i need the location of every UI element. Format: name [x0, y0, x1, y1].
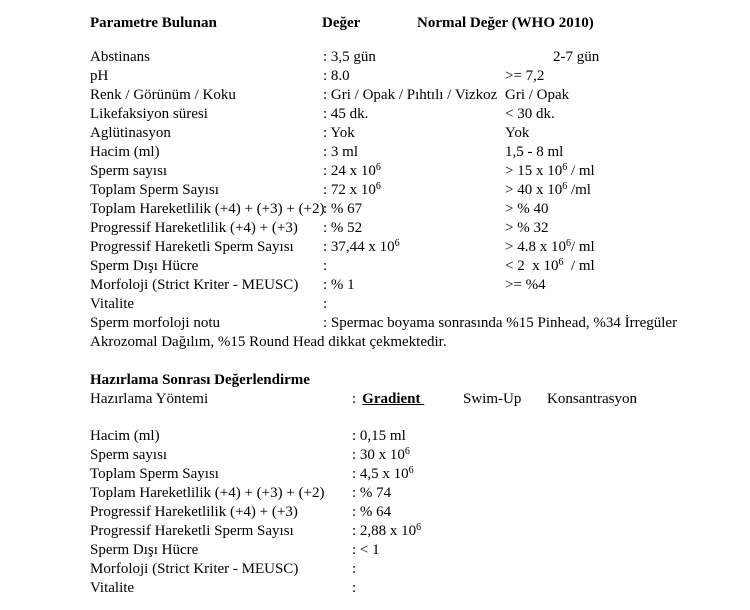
preparation-method-row [90, 390, 750, 409]
table-row [90, 143, 750, 162]
parameter-value [323, 276, 355, 295]
normal-exponent: 6 [562, 162, 568, 173]
value-exponent: 6 [404, 446, 410, 457]
table-row [90, 48, 750, 67]
normal-text: 2-7 gün [553, 49, 600, 65]
parameter-value [352, 541, 380, 560]
parameter-value [323, 219, 362, 238]
table-row [90, 541, 750, 560]
parameter-label: Abstinans [90, 49, 150, 65]
parameter-label: Sperm morfoloji notu [90, 315, 220, 331]
parameter-label: Progressif Hareketli Sperm Sayısı [90, 523, 294, 539]
value-text: : % 64 [352, 504, 392, 520]
table-row [90, 124, 750, 143]
table-row [90, 105, 750, 124]
parameter-label: Sperm sayısı [90, 447, 168, 463]
parameter-value [352, 465, 414, 484]
normal-value [505, 200, 548, 219]
parameter-label: Hacim (ml) [90, 144, 160, 160]
parameter-label: Renk / Görünüm / Koku [90, 87, 236, 103]
parameter-value [352, 427, 406, 446]
table-row [90, 86, 750, 105]
parameter-value [323, 48, 376, 67]
normal-text: 1,5 - 8 ml [505, 144, 564, 160]
normal-value [505, 181, 591, 200]
normal-value [505, 276, 546, 295]
table-row [90, 579, 750, 598]
table-row [90, 257, 750, 276]
normal-value [505, 238, 595, 257]
value-text: : 0,15 ml [352, 428, 406, 444]
table-row [90, 200, 750, 219]
parameter-label: Progressif Hareketlilik (+4) + (+3) [90, 220, 298, 236]
column-header-normal: Normal Değer (WHO 2010) [417, 15, 594, 31]
parameter-value [323, 200, 362, 219]
normal-exponent: 6 [565, 238, 571, 249]
normal-text: > 4.8 x 10 [505, 239, 566, 255]
method-selected-gradient: Gradient [362, 391, 421, 407]
parameter-label: Likefaksiyon süresi [90, 106, 208, 122]
value-exponent: 6 [375, 181, 381, 192]
normal-text: >= %4 [505, 277, 546, 293]
normal-unit: / ml [570, 239, 595, 255]
normal-text: < 30 dk. [505, 106, 555, 122]
normal-text: Yok [505, 125, 530, 141]
parameter-value [323, 257, 327, 276]
column-header-value: Değer [322, 15, 361, 31]
value-text: : 45 dk. [323, 106, 369, 122]
normal-value [505, 105, 555, 124]
value-exponent: 6 [375, 162, 381, 173]
table-row [90, 427, 750, 446]
normal-exponent: 6 [562, 181, 568, 192]
column-header-parameter: Parametre Bulunan [90, 15, 217, 31]
table-row [90, 67, 750, 86]
parameter-value [323, 67, 350, 86]
value-text: : % 67 [323, 201, 363, 217]
table-row [90, 484, 750, 503]
value-exponent: 6 [416, 522, 422, 533]
pre-wash-results-table [90, 48, 750, 333]
table-row [90, 465, 750, 484]
parameter-label: Progressif Hareketlilik (+4) + (+3) [90, 504, 298, 520]
normal-text: > 15 x 10 [505, 163, 563, 179]
parameter-value [323, 162, 381, 181]
parameter-value [323, 295, 327, 314]
value-text: : < 1 [352, 542, 380, 558]
parameter-value [323, 181, 381, 200]
value-text: : 2,88 x 10 [352, 523, 417, 539]
normal-value [505, 143, 563, 162]
parameter-value [352, 484, 391, 503]
value-text: : Spermac boyama sonrasında %15 Pinhead, %34 İrregüler [323, 315, 678, 331]
value-text: : [323, 296, 328, 312]
table-row [90, 219, 750, 238]
method-option-swim-up: Swim-Up [463, 391, 522, 407]
parameter-label: Sperm Dışı Hücre [90, 258, 199, 274]
parameter-label: Toplam Hareketlilik (+4) + (+3) + (+2) [90, 485, 325, 501]
parameter-value [352, 446, 410, 465]
value-text: : [352, 561, 357, 577]
normal-value [505, 86, 569, 105]
table-row [90, 560, 750, 579]
value-text: : Gri / Opak / Pıhtılı / Vizkoz [323, 87, 498, 103]
table-row [90, 181, 750, 200]
normal-unit: / ml [563, 258, 595, 274]
parameter-label: Morfoloji (Strict Kriter - MEUSC) [90, 561, 299, 577]
normal-exponent: 6 [558, 257, 564, 268]
value-text: : 8.0 [323, 68, 350, 84]
parameter-label: Toplam Sperm Sayısı [90, 466, 219, 482]
parameter-value [323, 143, 358, 162]
parameter-label: Sperm sayısı [90, 163, 168, 179]
normal-value [505, 257, 595, 276]
normal-text: Gri / Opak [505, 87, 570, 103]
table-row [90, 446, 750, 465]
value-text: : [323, 258, 328, 274]
value-text: : 30 x 10 [352, 447, 405, 463]
parameter-label: Morfoloji (Strict Kriter - MEUSC) [90, 277, 299, 293]
parameter-label: pH [90, 68, 109, 84]
parameter-value [352, 579, 356, 598]
value-text: : [352, 580, 357, 596]
parameter-value [352, 503, 391, 522]
normal-text: > % 40 [505, 201, 549, 217]
normal-value [505, 162, 595, 181]
table-row [90, 276, 750, 295]
value-exponent: 6 [394, 238, 400, 249]
value-text: : 4,5 x 10 [352, 466, 409, 482]
table-row [90, 522, 750, 541]
parameter-label: Toplam Sperm Sayısı [90, 182, 219, 198]
preparation-method-value [352, 390, 424, 409]
normal-value [505, 67, 544, 86]
value-text: : 24 x 10 [323, 163, 376, 179]
value-text: : 3,5 gün [323, 49, 376, 65]
normal-text: >= 7,2 [505, 68, 545, 84]
normal-text: > % 32 [505, 220, 549, 236]
value-text: : 37,44 x 10 [323, 239, 395, 255]
normal-text: < 2 x 10 [505, 258, 559, 274]
method-option-konsantrasyon: Konsantrasyon [547, 391, 637, 407]
method-colon: : [352, 391, 357, 407]
normal-value [505, 124, 529, 143]
value-text: : 3 ml [323, 144, 359, 160]
parameter-value [352, 560, 356, 579]
section-title-post-preparation: Hazırlama Sonrası Değerlendirme [90, 372, 310, 388]
parameter-value [323, 105, 368, 124]
value-exponent: 6 [408, 465, 414, 476]
value-text: : % 74 [352, 485, 392, 501]
parameter-label: Hacim (ml) [90, 428, 160, 444]
parameter-label: Toplam Hareketlilik (+4) + (+3) + (+2) [90, 201, 325, 217]
table-row [90, 238, 750, 257]
table-row [90, 314, 750, 333]
value-text: : % 52 [323, 220, 363, 236]
table-row [90, 162, 750, 181]
table-header [90, 14, 750, 33]
normal-value [553, 48, 599, 67]
table-row [90, 503, 750, 522]
value-text: : Yok [323, 125, 355, 141]
parameter-value [323, 238, 400, 257]
normal-unit: /ml [567, 182, 591, 198]
parameter-label: Vitalite [90, 296, 135, 312]
parameter-label: Aglütinasyon [90, 125, 171, 141]
parameter-label: Sperm Dışı Hücre [90, 542, 199, 558]
parameter-label: Vitalite [90, 580, 135, 596]
parameter-value [352, 522, 421, 541]
table-row [90, 295, 750, 314]
parameter-value [323, 314, 677, 333]
normal-unit: / ml [567, 163, 595, 179]
morphology-note-continuation: Akrozomal Dağılım, %15 Round Head dikkat çekmektedir. [90, 334, 447, 350]
parameter-label: Progressif Hareketli Sperm Sayısı [90, 239, 294, 255]
post-wash-results-table [90, 427, 750, 598]
preparation-method-label: Hazırlama Yöntemi [90, 391, 209, 407]
parameter-value [323, 86, 497, 105]
value-text: : % 1 [323, 277, 355, 293]
normal-text: > 40 x 10 [505, 182, 563, 198]
value-text: : 72 x 10 [323, 182, 376, 198]
parameter-value [323, 124, 355, 143]
normal-value [505, 219, 548, 238]
